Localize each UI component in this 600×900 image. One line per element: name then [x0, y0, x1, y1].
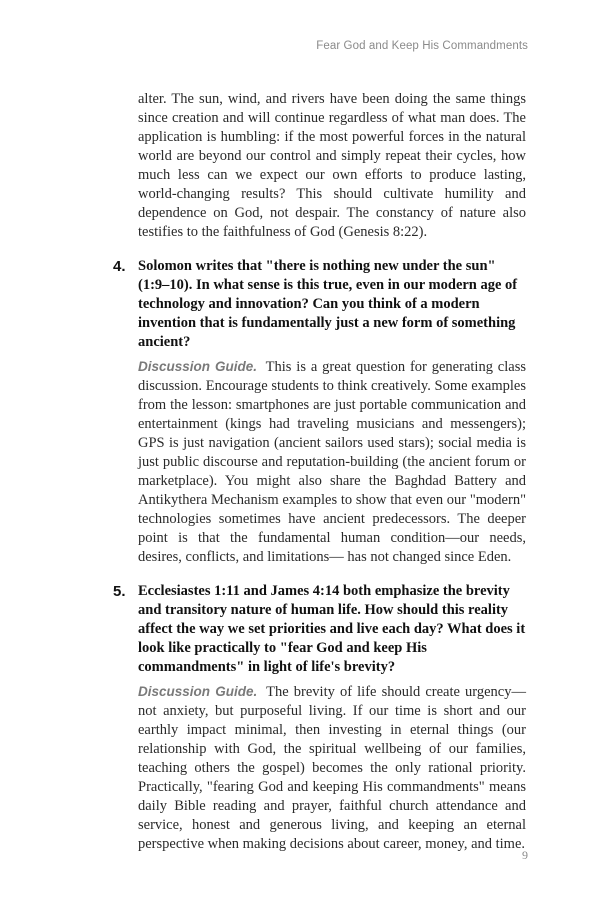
question-block-4: [113, 257, 526, 567]
discussion-answer: [138, 682, 526, 854]
question-block-5: [113, 582, 526, 854]
discussion-guide-label: Discussion Guide.: [138, 359, 258, 374]
discussion-guide-label: Discussion Guide.: [138, 684, 258, 699]
question-number: 5.: [113, 583, 126, 600]
question-number: 4.: [113, 258, 126, 275]
discussion-answer-text: This is a great question for generating class discussion. Encourage students to think creatively. Some examples from the lesson: smartphones are just portable communication and entertainment (kings had traveling musicians and messengers); GPS is just navigation (ancient sailors used stars); social media is just public discourse and reputation-building (the ancient forum or marketplace). You might also share the Baghdad Battery and Antikythera Mechanism examples to show that even our "modern" technologies sometimes have ancient predecessors. The deeper point is that the fundamental human condition—our needs, desires, conflicts, and limitations— has not changed since Eden.: [138, 359, 526, 565]
page-number: 9: [522, 848, 528, 862]
running-header: Fear God and Keep His Commandments: [316, 40, 528, 52]
question-text: Ecclesiastes 1:11 and James 4:14 both emphasize the brevity and transitory nature of human life. How should this reality affect the way we set priorities and live each day? What does it look like practically to "fear God and keep His commandments" in light of life's brevity?: [138, 583, 526, 675]
discussion-answer-text: The brevity of life should create urgency— not anxiety, but purposeful living. If our time is short and our earthly impact minimal, then investing in eternal things (our relationship with God, the spiritual wellbeing of our families, teaching others the gospel) becomes the only rational priority. Practically, "fearing God and keeping His commandments" means daily Bible reading and prayer, faithful church attendance and service, honest and generous living, and keeping an eternal perspective when making decisions about career, money, and time.: [138, 684, 526, 852]
intro-paragraph: alter. The sun, wind, and rivers have been doing the same things since creation and will continue regardless of what man does. The application is humbling: if the most powerful forces in the natural world are beyond our control and simply repeat their cycles, how much less can we expect our own efforts to produce lasting, world-changing results? This should cultivate humility and dependence on God, not despair. The constancy of nature also testifies to the faithfulness of God (Genesis 8:22).: [138, 91, 526, 240]
page-body: [113, 90, 526, 854]
question-text: Solomon writes that "there is nothing new under the sun" (1:9–10). In what sense is this true, even in our modern age of technology and innovation? Can you think of a modern invention that is fundamentally just a new form of something ancient?: [138, 258, 518, 350]
discussion-answer: [138, 357, 526, 567]
